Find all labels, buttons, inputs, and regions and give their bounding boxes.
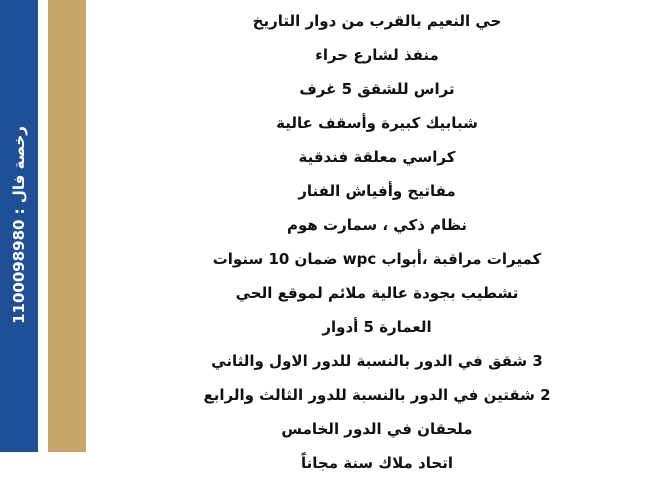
feature-line-finishing: تشطيب بجودة عالية ملائم لموقع الحي: [235, 284, 519, 302]
feature-line-smart-home: نظام ذكي ، سمارت هوم: [287, 216, 467, 234]
feature-line-terrace: تراس للشقق 5 غرف: [299, 80, 455, 98]
features-panel: [86, 0, 668, 472]
feature-line-switches: مفاتيح وأفياش الفنار: [298, 182, 456, 200]
feature-line-apartments-1-2: 3 شقق في الدور بالنسبة للدور الاول والثاني: [211, 352, 543, 370]
feature-line-cameras: كميرات مراقبة ،أبواب wpc ضمان 10 سنوات: [212, 250, 542, 268]
features-list: [86, 4, 668, 480]
feature-line-location: حي النعيم بالقرب من دوار التاريخ: [252, 12, 502, 30]
feature-line-owners-union: اتحاد ملاك سنة مجاناً: [301, 454, 453, 472]
feature-line-street: منفذ لشارع حراء: [315, 46, 439, 64]
feature-line-apartments-3-4: 2 شقتين في الدور بالنسبة للدور الثالث والرابع: [203, 386, 551, 404]
license-sidebar-blue: [0, 0, 38, 452]
feature-line-windows: شبابيك كبيرة وأسقف عالية: [276, 114, 478, 132]
feature-line-annexes: ملحقان في الدور الخامس: [281, 420, 473, 438]
ad-license-number-text: الترخيص الإعلاني :7100124574: [106, 91, 124, 335]
feature-line-floors: العمارة 5 أدوار: [322, 318, 432, 336]
feature-line-chairs: كراسي معلقة فندقية: [298, 148, 456, 166]
license-number-text: رخصة فال : 1100098980: [10, 126, 28, 324]
ad-license-sidebar-gold: [48, 0, 124, 452]
